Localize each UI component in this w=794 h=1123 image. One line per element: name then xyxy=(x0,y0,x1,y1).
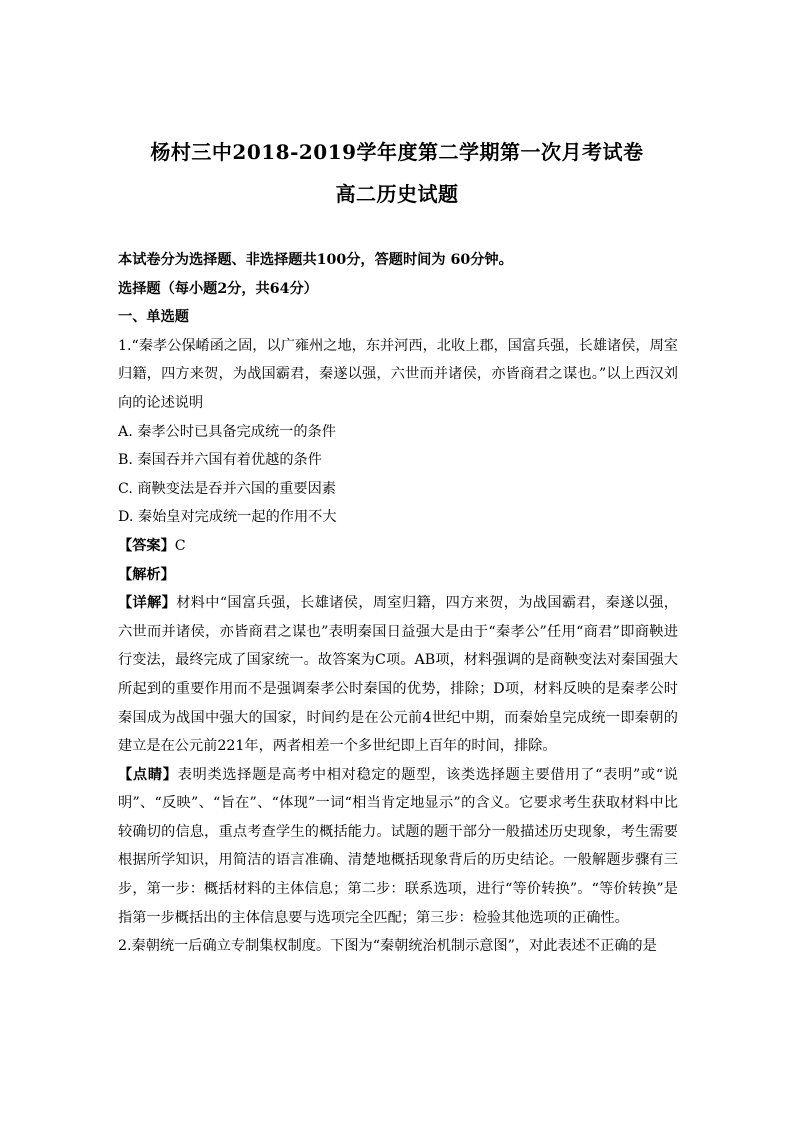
answer-label: 【答案】 xyxy=(118,537,175,554)
exam-content xyxy=(118,246,678,961)
analysis-label: 【解析】 xyxy=(118,566,175,583)
question-1-stem: 1.“秦孝公保崤函之固，以广雍州之地，东并河西，北收上郡，国富兵强，长雄诸侯，周室归籍，四方来贺，为战国霸君，秦遂以强，六世而并诸侯，亦皆商君之谋也。”以上西汉刘向的论述说明 xyxy=(118,337,678,411)
comment-text: 表明类选择题是高考中相对稳定的题型，该类选择题主要借用了“表明”或“说明”、“反映”、“旨在”、“体现”一词“相当肯定地显示”的含义。它要求考生获取材料中比较确切的信息，重点考查学生的概括能力。试题的题干部分一般描述历史现象，考生需要根据所学知识，用简洁的语言准确、清楚地概括现象背后的历史结论。一般解题步骤有三步，第一步：概括材料的主体信息；第二步：联系选项，进行“等价转换”。“等价转换”是指第一步概括出的主体信息要与选项完全匹配；第三步：检验其他选项的正确性。 xyxy=(118,766,678,926)
question-1-option-a: A. 秦孝公时已具备完成统一的条件 xyxy=(118,423,336,440)
exam-notice: 本试卷分为选择题、非选择题共100分，答题时间为 60分钟。 xyxy=(118,252,513,268)
question-1-option-d: D. 秦始皇对完成统一起的作用不大 xyxy=(118,509,337,526)
question-1-comment xyxy=(118,761,678,933)
detail-text: 材料中“国富兵强，长雄诸侯，周室归籍，四方来贺，为战国霸君，秦遂以强，六世而并诸侯，亦皆商君之谋也”表明秦国日益强大是由于“秦孝公”任用“商君”即商鞅进行变法，最终完成了国家统一。故答案为C项。AB项，材料强调的是商鞅变法对秦国强大所起到的重要作用而不是强调秦孝公时秦国的优势，排除；D项，材料反映的是秦孝公时秦国成为战国中强大的国家，时间约是在公元前4世纪中期，而秦始皇完成统一即秦朝的建立是在公元前221年，两者相差一个多世纪即上百年的时间，排除。 xyxy=(118,595,678,755)
detail-label: 【详解】 xyxy=(118,595,177,612)
question-2-stem: 2.秦朝统一后确立专制集权制度。下图为“秦朝统治机制示意图”，对此表述不正确的是 xyxy=(118,938,657,955)
question-1-option-b: B. 秦国吞并六国有着优越的条件 xyxy=(118,452,322,469)
section-heading: 选择题（每小题2分，共64分） xyxy=(118,280,318,297)
comment-label: 【点睛】 xyxy=(118,766,178,783)
answer-value: C xyxy=(174,537,186,554)
exam-subtitle: 高二历史试题 xyxy=(335,182,459,206)
question-1-answer xyxy=(118,532,678,561)
subsection-heading: 一、单选题 xyxy=(118,309,189,326)
question-1-option-c: C. 商鞅变法是吞并六国的重要因素 xyxy=(118,480,336,497)
exam-title: 杨村三中2018-2019学年度第二学期第一次月考试卷 xyxy=(150,140,644,164)
question-1-detail xyxy=(118,589,678,761)
